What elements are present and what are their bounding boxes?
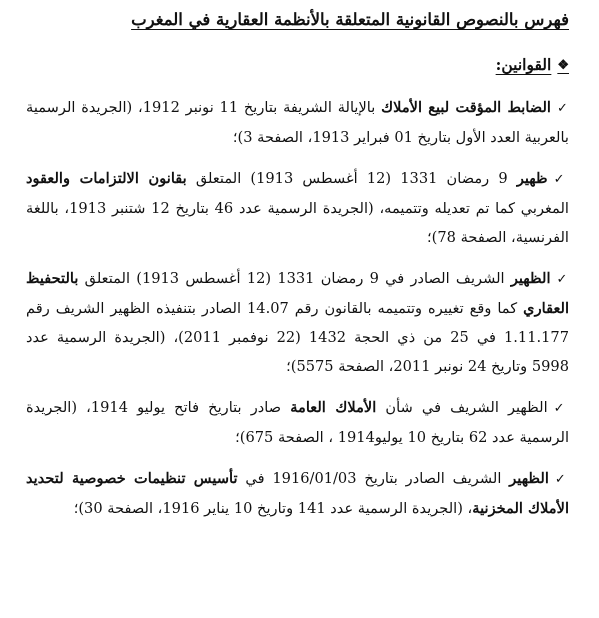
checkmark-bullet-icon: ✓ [556, 272, 569, 287]
entry-emphasis-text: الظهير [509, 470, 549, 487]
list-item [26, 93, 569, 152]
entry-text: صادر بتاريخ فاتح يوليو 1914، (الجريدة الرسمية عدد 62 بتاريخ 10 يوليو1914 ، الصفحة 675)؛ [26, 399, 569, 446]
list-item [26, 264, 569, 381]
diamond-bullet-icon: ❖ [557, 57, 569, 73]
entry-text: المغربي كما تم تعديله وتتميمه، (الجريدة الرسمية عدد 46 بتاريخ 12 شتنبر 1913، باللغة الفرنسية، الصفحة 78)؛ [26, 200, 569, 246]
entry-emphasis-text: ظهير [516, 170, 548, 187]
entry-text: كما وقع تغييره وتتميمه بالقانون رقم 14.07 الصادر بتنفيذه الظهير الشريف رقم 1.11.177 في 25 من ذي الحجة 1432 (22 نوفمبر 2011)، (الجريدة الرسمية عدد 5998 وتاريخ 24 نونبر 2011، الصفحة 5575)؛ [26, 300, 569, 375]
checkmark-bullet-icon: ✓ [556, 101, 569, 116]
entry-text: الظهير الشريف في شأن [376, 399, 548, 416]
entry-emphasis-text: تأسيس تنظيمات خصوصية لتحديد الأملاك المخزنية [26, 470, 569, 517]
section-heading-label: القوانين: [495, 55, 552, 74]
laws-list [26, 93, 569, 523]
entry-emphasis-text: الأملاك العامة [290, 399, 377, 416]
entry-text: الشريف الصادر بتاريخ 1916/01/03 في [237, 470, 510, 487]
document-title: فهرس بالنصوص القانونية المتعلقة بالأنظمة العقارية في المغرب [131, 10, 569, 29]
entry-text: ، (الجريدة الرسمية عدد 141 وتاريخ 10 يناير 1916، الصفحة 30)؛ [73, 500, 473, 517]
list-item [26, 393, 569, 452]
entry-emphasis-text: بالتحفيظ العقاري [26, 270, 569, 317]
section-heading-laws [26, 53, 569, 77]
checkmark-bullet-icon: ✓ [553, 172, 570, 187]
checkmark-bullet-icon: ✓ [554, 472, 569, 487]
list-item [26, 464, 569, 523]
entry-text: بالإيالة الشريفة بتاريخ 11 نونبر 1912، (الجريدة الرسمية بالعربية العدد الأول بتاريخ 01 فبراير 1913، الصفحة 3)؛ [26, 99, 569, 146]
entry-emphasis-text: الضابط المؤقت لبيع الأملاك [381, 99, 551, 116]
entry-emphasis-text: الظهير [510, 270, 551, 287]
checkmark-bullet-icon: ✓ [553, 401, 569, 416]
entry-emphasis-text: بقانون الالتزامات والعقود [26, 170, 187, 187]
list-item [26, 164, 569, 252]
entry-text: الشريف الصادر في 9 رمضان 1331 (12 أغسطس 1913) المتعلق [78, 270, 511, 287]
entry-text: 9 رمضان 1331 (12 أغسطس 1913) المتعلق [186, 170, 517, 187]
